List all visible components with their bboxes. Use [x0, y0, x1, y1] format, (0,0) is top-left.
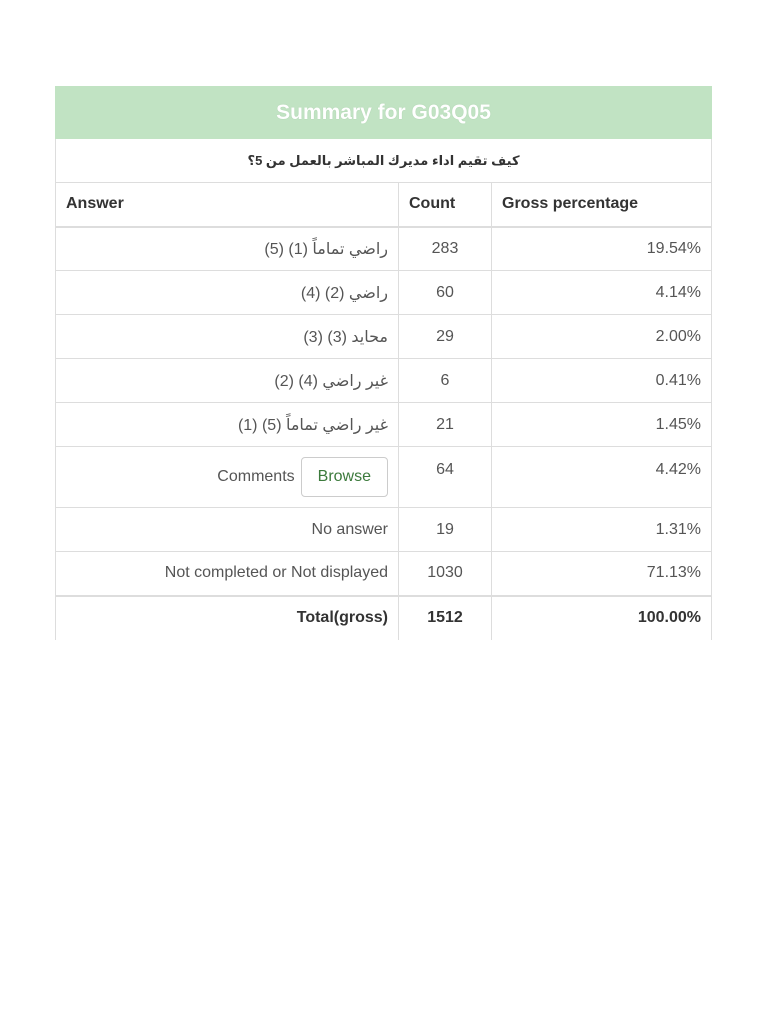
browse-comments-button[interactable]: Browse: [301, 457, 388, 497]
answer-cell: [56, 315, 399, 359]
answer-cell: [56, 271, 399, 315]
percentage-cell: 4.42%: [492, 447, 712, 508]
question-row: [56, 139, 712, 183]
count-cell: 6: [399, 359, 492, 403]
column-header-count: Count: [399, 183, 492, 227]
total-row: [56, 596, 712, 640]
column-header-answer: Answer: [56, 183, 399, 227]
answer-label: محايد (3) (3): [303, 328, 388, 346]
comments-label: Comments: [217, 468, 295, 485]
answer-cell: [56, 359, 399, 403]
summary-title: Summary for G03Q05: [56, 87, 712, 139]
percentage-cell: 19.54%: [492, 227, 712, 271]
table-row: [56, 271, 712, 315]
percentage-cell: 1.45%: [492, 403, 712, 447]
question-text: كيف تقيم اداء مديرك المباشر بالعمل من 5؟: [56, 139, 712, 183]
no-answer-row: [56, 508, 712, 552]
comments-cell: [56, 447, 399, 508]
answer-cell: No answer: [56, 508, 399, 552]
table-row: [56, 403, 712, 447]
answer-cell: [56, 227, 399, 271]
column-header-row: [56, 183, 712, 227]
total-label: Total(gross): [56, 596, 399, 640]
count-cell: 283: [399, 227, 492, 271]
percentage-cell: 4.14%: [492, 271, 712, 315]
count-cell: 1030: [399, 552, 492, 596]
percentage-cell: 71.13%: [492, 552, 712, 596]
answer-cell: [56, 403, 399, 447]
summary-title-row: [56, 87, 712, 139]
count-cell: 64: [399, 447, 492, 508]
answer-cell: Not completed or Not displayed: [56, 552, 399, 596]
answer-label: غير راضي (4) (2): [274, 372, 388, 390]
count-cell: 19: [399, 508, 492, 552]
count-cell: 21: [399, 403, 492, 447]
column-header-percentage: Gross percentage: [492, 183, 712, 227]
table-row: [56, 315, 712, 359]
percentage-cell: 0.41%: [492, 359, 712, 403]
summary-table: [55, 86, 712, 640]
table-row: [56, 359, 712, 403]
percentage-cell: 2.00%: [492, 315, 712, 359]
table-row: [56, 227, 712, 271]
comments-row: [56, 447, 712, 508]
count-cell: 60: [399, 271, 492, 315]
total-percentage: 100.00%: [492, 596, 712, 640]
answer-label: راضي تماماً (1) (5): [264, 240, 388, 258]
answer-label: غير راضي تماماً (5) (1): [237, 416, 388, 434]
total-count: 1512: [399, 596, 492, 640]
not-completed-row: [56, 552, 712, 596]
answer-label: راضي (2) (4): [300, 284, 388, 302]
count-cell: 29: [399, 315, 492, 359]
percentage-cell: 1.31%: [492, 508, 712, 552]
